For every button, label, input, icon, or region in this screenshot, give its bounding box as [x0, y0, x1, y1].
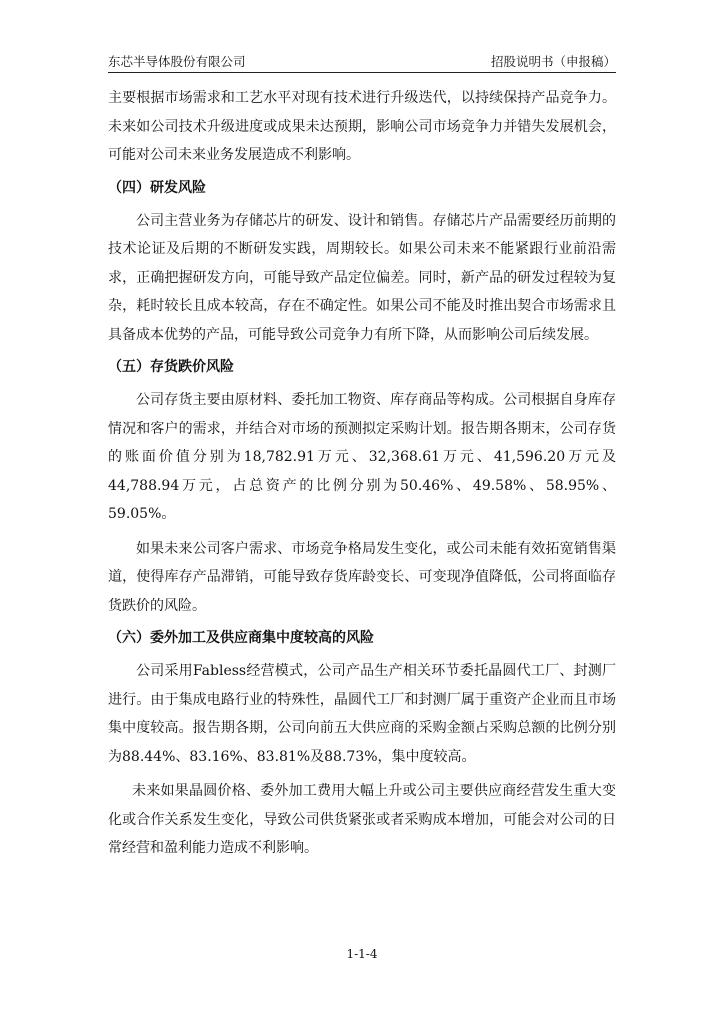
page-header: [108, 48, 616, 73]
page-number: 1-1-4: [346, 947, 378, 961]
continued-paragraph: 主要根据市场需求和工艺水平对现有技术进行升级迭代，以持续保持产品竞争力。未来如公司技术升级进度或成果未达预期，影响公司市场竞争力并错失发展机会，可能对公司未来业务发展造成不利影响。: [108, 90, 616, 163]
supplier-risk-paragraph-1: 公司采用Fabless经营模式，公司产品生产相关环节委托晶圆代工厂、封测厂进行。由于集成电路行业的特殊性，晶圆代工厂和封测厂属于重资产企业而且市场集中度较高。报告期各期，公司向前五大供应商的采购金额占采购总额的比例分别为88.44%、83.16%、83.81%及88.73%，集中度较高。: [108, 663, 616, 765]
inventory-risk-paragraph-1: 公司存货主要由原材料、委托加工物资、库存商品等构成。公司根据自身库存情况和客户的需求，并结合对市场的预测拟定采购计划。报告期各期末，公司存货的账面价值分别为18,782.91万元、32,368.61万元、41,596.20万元及44,788.94万元，占总资产的比例分别为50.46%、49.58%、58.95%、59.05%。: [108, 392, 616, 522]
page-content: [108, 84, 616, 863]
document-title: 招股说明书（申报稿）: [490, 54, 616, 69]
section-heading-rd-risk: （四）研发风险: [108, 179, 206, 196]
section-heading-inventory-risk: （五）存货跌价风险: [108, 359, 234, 375]
rd-risk-paragraph: 公司主营业务为存储芯片的研发、设计和销售。存储芯片产品需要经历前期的技术论证及后期的不断研发实践，周期较长。如果公司未来不能紧跟行业前沿需求，正确把握研发方向，可能导致产品定位偏差。同时，新产品的研发过程较为复杂，耗时较长且成本较高，存在不确定性。如果公司不能及时推出契合市场需求且具备成本优势的产品，可能导致公司竞争力有所下降，从而影响公司后续发展。: [108, 212, 616, 343]
company-name: 东芯半导体股份有限公司: [108, 54, 246, 69]
section-heading-supplier-risk: （六）委外加工及供应商集中度较高的风险: [108, 630, 374, 646]
inventory-risk-paragraph-2: 如果未来公司客户需求、市场竞争格局发生变化，或公司未能有效拓宽销售渠道，使得库存产品滞销，可能导致存货库龄变长、可变现净值降低，公司将面临存货跌价的风险。: [108, 540, 616, 614]
supplier-risk-paragraph-2: 未来如果晶圆价格、委外加工费用大幅上升或公司主要供应商经营发生重大变化或合作关系发生变化，导致公司供货紧张或者采购成本增加，可能会对公司的日常经营和盈利能力造成不利影响。: [108, 783, 616, 856]
